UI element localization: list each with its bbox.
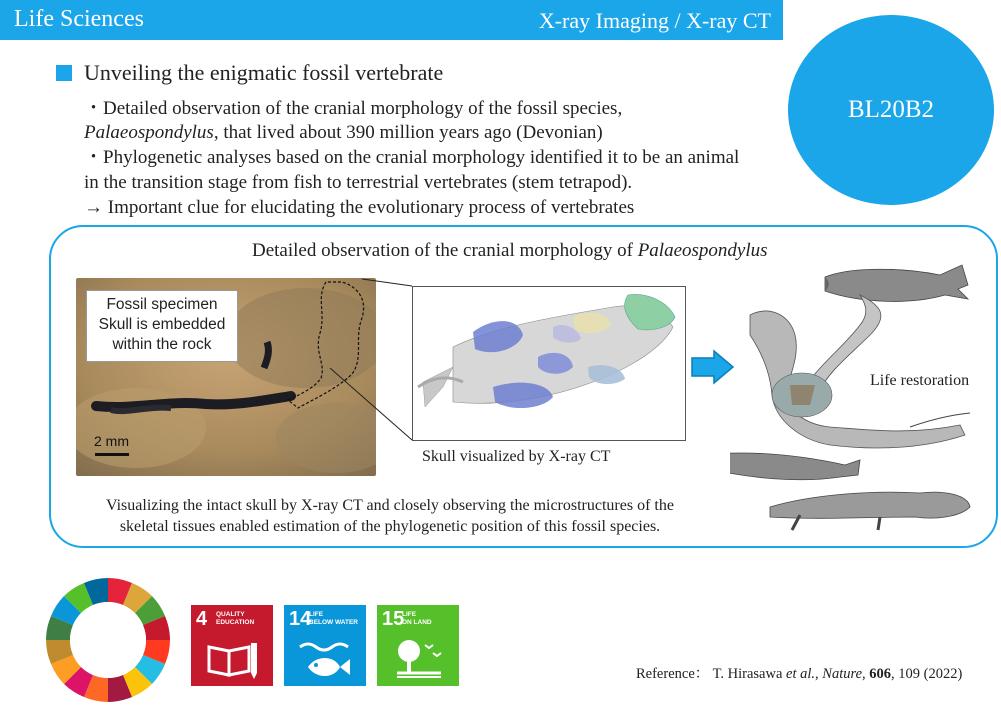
- sdg-14-number: 14: [289, 608, 312, 630]
- sdg-14-title-line-2: BELOW WATER: [309, 618, 358, 626]
- technique-label: X-ray Imaging / X-ray CT: [538, 8, 771, 33]
- sdg-15-title-line-2: ON LAND: [402, 618, 432, 626]
- bullet-1-rest: , that lived about 390 million years ago (Devonian): [213, 122, 603, 143]
- bullet-2-line-2: in the transition stage from fish to terrestrial vertebrates (stem tetrapod).: [84, 172, 633, 193]
- sdg-wheel-icon: [43, 575, 173, 705]
- category-label: Life Sciences: [14, 6, 144, 32]
- sdg-4-title: [216, 611, 254, 626]
- ct-caption: Skull visualized by X-ray CT: [422, 448, 611, 465]
- genus-name: Palaeospondylus: [84, 122, 214, 143]
- panel-title-prefix: Detailed observation of the cranial morphology of: [252, 240, 638, 261]
- sdg-tile-15: [377, 605, 459, 686]
- reference-comma: ,: [862, 666, 870, 682]
- fossil-label-line-1: Fossil specimen: [106, 296, 218, 313]
- sdg-15-title: [402, 611, 432, 626]
- reference-pages-year: , 109 (2022): [891, 666, 963, 682]
- sdg-15-number: 15: [382, 608, 405, 630]
- beamline-badge: BL20B2: [788, 15, 994, 205]
- life-restoration-label: Life restoration: [870, 372, 970, 389]
- sdg-4-title-line-1: QUALITY: [216, 611, 245, 618]
- fish-water-icon: [296, 637, 356, 681]
- sdg-4-title-line-2: EDUCATION: [216, 618, 255, 626]
- panel-summary-line-2: skeletal tissues enabled estimation of the phylogenetic position of this fossil species.: [119, 518, 661, 535]
- scale-bar-label: 2 mm: [94, 433, 129, 449]
- panel-summary-line-1: Visualizing the intact skull by X-ray CT and closely observing the microstructures of the: [106, 497, 674, 514]
- panel-title-genus: Palaeospondylus: [637, 240, 768, 261]
- fossil-label-line-3: within the rock: [112, 336, 212, 353]
- reference: [636, 662, 962, 683]
- ct-skull-image: [412, 286, 686, 441]
- fossil-label-line-2: Skull is embedded: [98, 316, 226, 333]
- arrow-icon: →: [84, 197, 103, 218]
- reference-etal: et al.: [786, 666, 816, 682]
- tree-birds-icon: [389, 635, 449, 681]
- sdg-14-title: [309, 611, 358, 626]
- reference-sep: ,: [815, 666, 823, 682]
- book-pencil-icon: [205, 637, 261, 679]
- sdg-tile-4: [191, 605, 273, 686]
- reference-volume: 606: [869, 666, 892, 682]
- life-restoration-illustration: [730, 255, 990, 540]
- bullet-2-line-1: ・Phylogenetic analyses based on the cranial morphology identified it to be an animal: [84, 147, 740, 168]
- conclusion-text: Important clue for elucidating the evolutionary process of vertebrates: [103, 197, 635, 218]
- sdg-15-title-line-1: LIFE: [402, 611, 417, 618]
- sdg-tile-14: [284, 605, 366, 686]
- bullet-1-line-1: ・Detailed observation of the cranial morphology of the fossil species,: [84, 98, 623, 119]
- panel-summary: [70, 495, 710, 537]
- sdg-4-number: 4: [196, 608, 208, 630]
- sdg-14-title-line-1: LIFE: [309, 611, 324, 618]
- reference-journal: Nature: [822, 666, 863, 682]
- reference-prefix: Reference： T. Hirasawa: [636, 666, 787, 682]
- page-title-text: Unveiling the enigmatic fossil vertebrate: [84, 60, 444, 85]
